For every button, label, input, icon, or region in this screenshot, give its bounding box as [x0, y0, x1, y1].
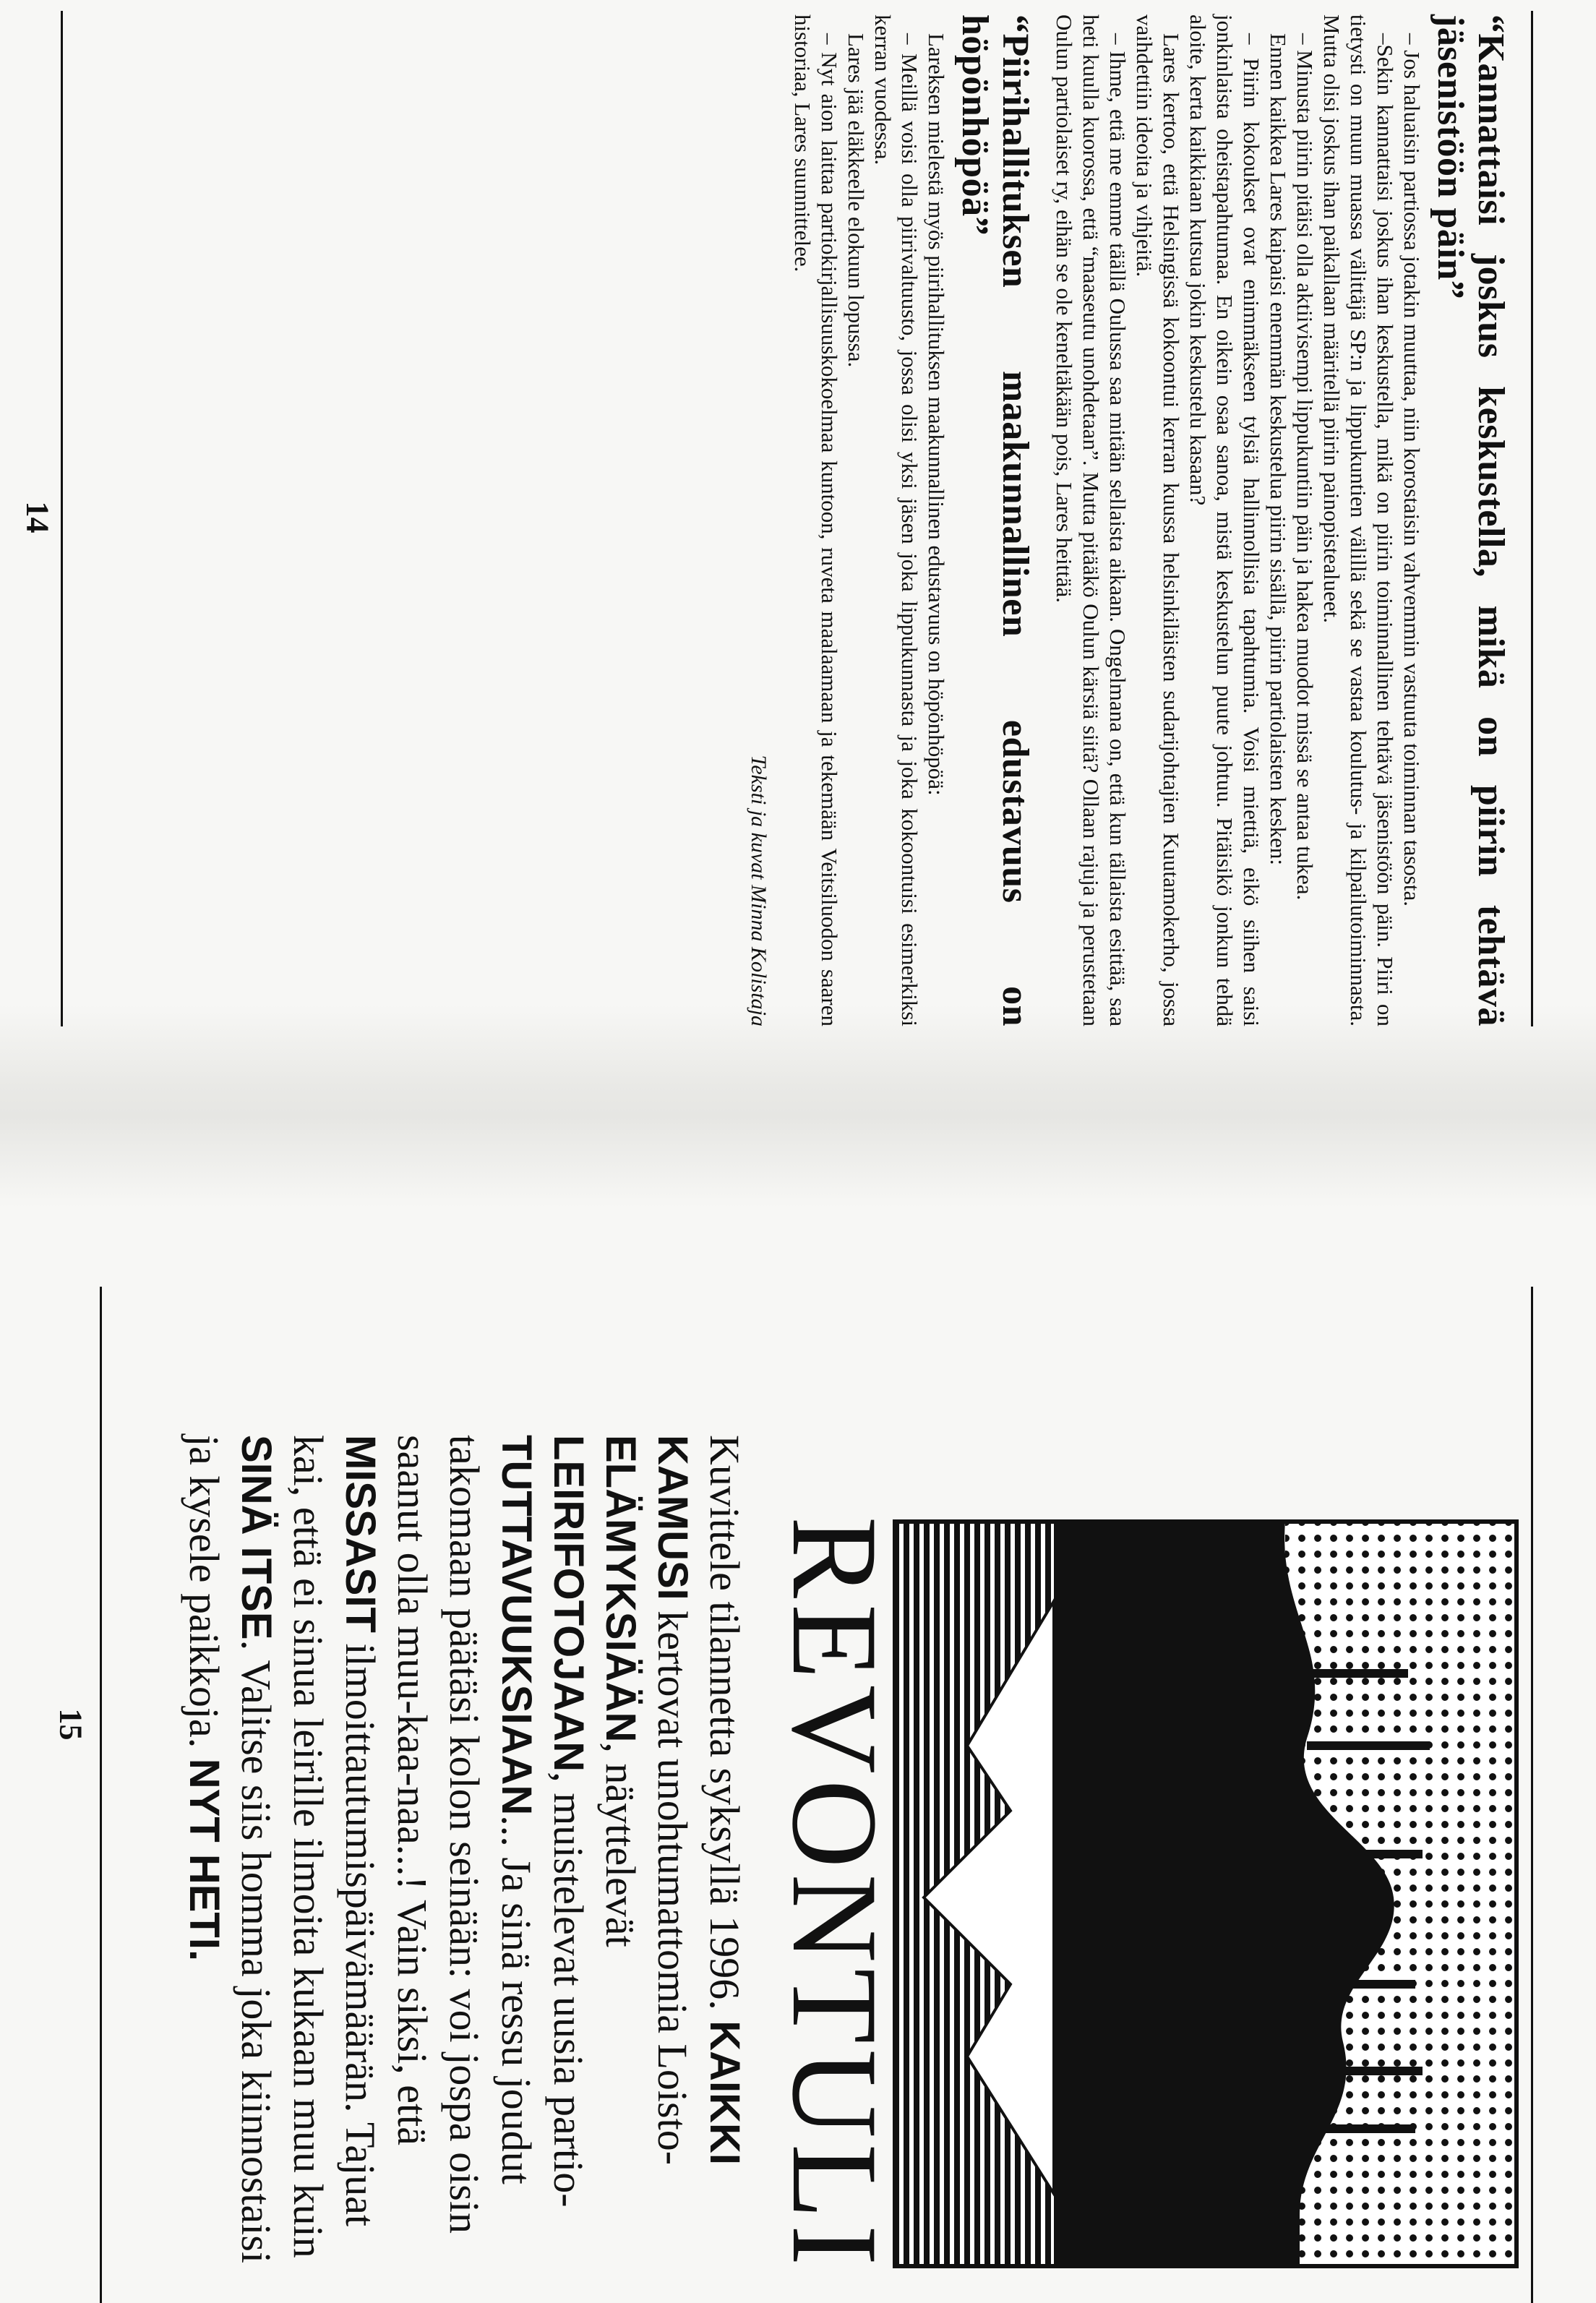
page-gutter [0, 1005, 1596, 1207]
article-paragraph: Ennen kaikkea Lares kaipaisi enemmän keskustelua piirin sisällä, piirin partiolaisten kesken: [1266, 33, 1291, 865]
ad-text-segment: , näyttelevät [597, 1742, 644, 1947]
page-number-14: 14 [20, 501, 56, 533]
article-paragraph: – Piirin kokoukset ovat enimmäkseen tylsiä hallinnollisia tapahtumia. Voisi miettiä, eikö siihen saisi jonkinlaista oheistapahtumaa. En oikein osaa sanoa, mistä keskustelun puute johtuu. Pitäisikö jonkun tehdä aloite, kerta kaikkiaan kutsua jokin keskustelu kasaan? [1185, 14, 1264, 1026]
article-paragraph: Lares kertoo, että Helsingissä kokoontui kerran kuussa helsinkiläisten sudarijohtajien Kuutamokerho, jossa vaihdettiin ideoita ja vihjeitä. [1132, 14, 1184, 1026]
heading-kannattaisi: “Kannattaisi joskus keskustella, mikä on piirin tehtävä jäsenistöön päin” [1430, 14, 1511, 1026]
article-paragraph: – Meillä voisi olla piirivaltuusto, jossa olisi yksi jäsen joka lippukunnasta ja joka kokoontuisi esimerkiksi kerran vuodessa. [870, 14, 922, 1026]
ad-emphasis: TUTTAVUUKSIAAN [493, 1435, 540, 1816]
article-section-2 [789, 14, 950, 1026]
page15-bottom-rule [100, 1287, 102, 2303]
heading-piirihallitus: “Piirihallituksen maakunnallinen edustavuus on höpönhöpöä” [954, 14, 1036, 1026]
ad-text-segment: ... Ja sinä ressu joudut takomaan päätäsi kolon seinään: voi jospa oisin saanut olla muu-kaa-naa...! Vain siksi, että [389, 1435, 540, 2234]
page-15 [143, 1435, 1516, 2272]
logo-wordmark: REVONTULI [767, 1516, 903, 2272]
ad-text-segment: Kuvittele tilannetta syksyllä 1996. [701, 1435, 748, 2021]
ad-emphasis: MISSASIT [337, 1435, 384, 1633]
photo-credit: Teksti ja kuvat Minna Kolistaja [747, 755, 771, 1026]
ad-text-segment: . Valitse siis homma joka kiinnostaisi ja kysele paikkoja. [181, 1435, 280, 2264]
ad-emphasis: NYT HETI. [181, 1758, 228, 1962]
ad-emphasis: SINÄ ITSE [233, 1435, 280, 1640]
article-paragraph: –Sekin kannattaisi joskus ihan keskustella, mikä on piirin toiminnallinen tehtävä jäsenistöön päin. Piiri on tietysti on muun muassa välittäjä SP:n ja lippukuntien välillä sekä se vastaa koulutus- ja kilpailutoiminnasta. Mutta olisi joskus ihan paikallaan määritellä piirin painopistealueet. [1319, 14, 1398, 1026]
ad-emphasis: ELÄMYKSIÄÄN [597, 1435, 644, 1743]
article-paragraph: Lares jää eläkkeelle elokuun lopussa. [844, 33, 869, 368]
article-paragraph: – Ihme, että me emme täällä Oulussa saa mitään sellaista aikaan. Ongelmana on, että kun tällaista esittää, saa heti kuulla kuorossa, että “maaseutu unohdetaan”. Mutta pitääkö Oulun kärsiä siitä? Ollaan rajuja ja perustetaan Oulun partiolaiset ry, eihän se ole keneltäkään pois, Lares heittää. [1052, 14, 1130, 1026]
article-section-1 [1051, 14, 1425, 1026]
article-paragraph: – Jos haluaisin partiossa jotakin muuttaa, niin korostaisin vahvemmin vastuuta toiminnan tasosta. [1399, 33, 1425, 906]
article-paragraph: – Minusta piirin pitäisi olla aktiivisempi lippukuntiin päin ja hakea muodot missä se antaa tukea. [1292, 33, 1318, 901]
camp-ad-text [178, 1435, 750, 2266]
ad-text-segment: , muistelevat uusia partio- [545, 1772, 592, 2208]
ad-text-segment: kertovat unohtumattomia Loisto- [649, 1600, 696, 2166]
page15-top-rule [1531, 1287, 1533, 2303]
article-paragraph: – Nyt aion laittaa partiokirjallisuuskokoelmaa kuntoon, ruveta maalaamaan ja tekemään Veitsiluodon saaren historiaa, Lares suunnittelee. [790, 14, 842, 1026]
article-paragraph: Lareksen mielestä myös piirihallituksen maakunnallinen edustavuus on höpönhöpöä: [924, 33, 949, 796]
ad-emphasis: LEIRIFOTOJAAN [545, 1435, 592, 1772]
ad-text-segment: ilmoittautumispäivämäärän. Tajuat kai, että ei sinua leirille ilmoita kukaan muu kuin [285, 1435, 384, 2258]
revontuli-logo [767, 1435, 1516, 2272]
page-number-15: 15 [53, 1708, 89, 1741]
page-14 [101, 14, 1511, 1034]
ad-emphasis: KAIKKI KAMUSI [649, 1435, 748, 2166]
page14-bottom-rule [61, 11, 63, 1026]
page14-top-rule [1531, 11, 1533, 1026]
